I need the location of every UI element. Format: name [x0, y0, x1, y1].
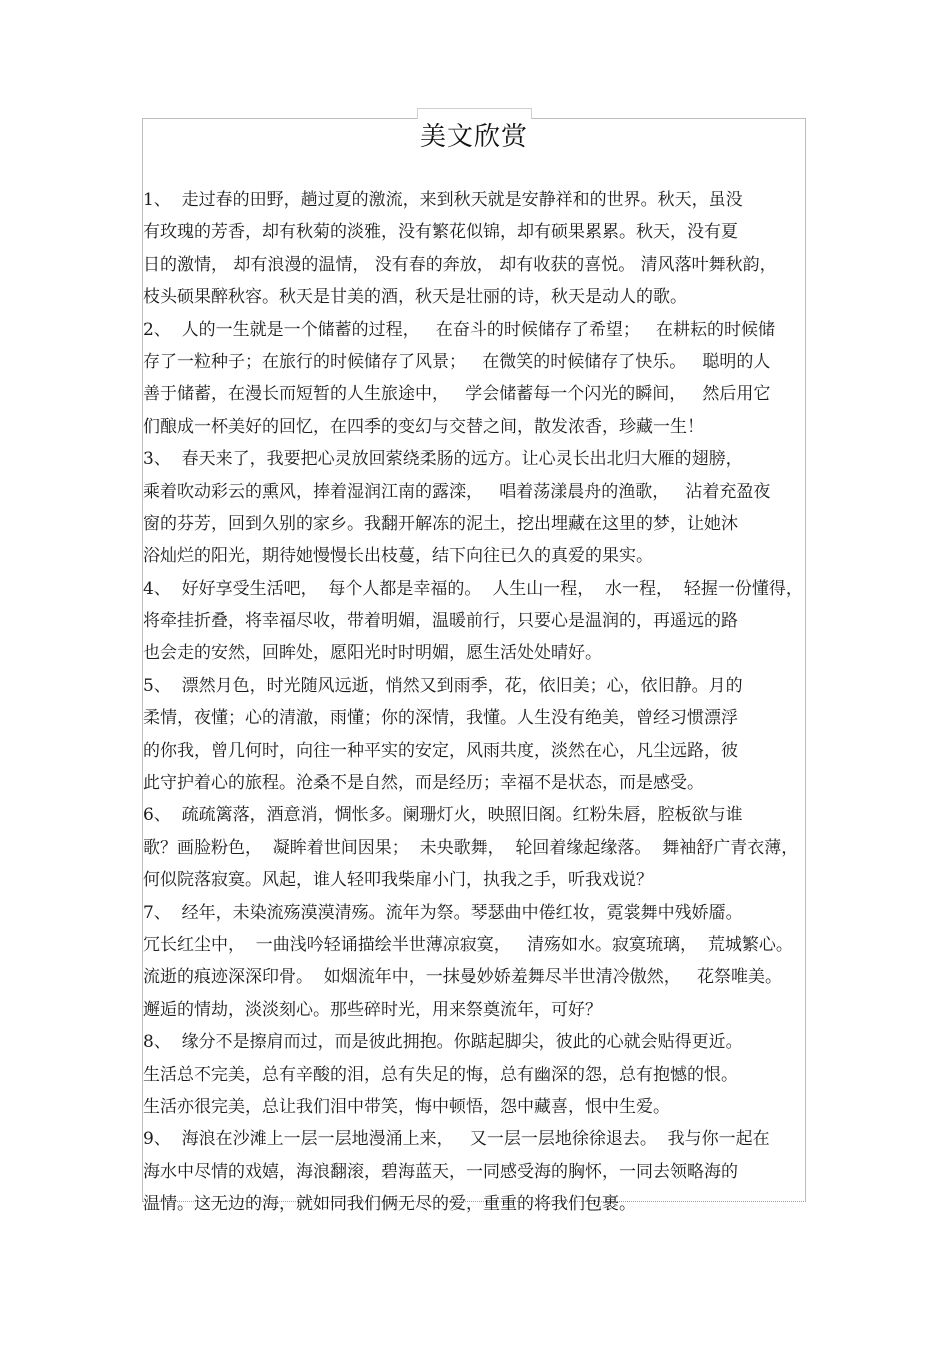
text-line: 5、 漂然月色，时光随风远逝，悄然又到雨季，花，依旧美；心，依旧静。月的	[143, 675, 743, 696]
text-line: 9、 海浪在沙滩上一层一层地漫涌上来， 又一层一层地徐徐退去。 我与你一起在	[143, 1129, 770, 1150]
text-line: 1、 走过春的田野，趟过夏的激流，来到秋天就是安静祥和的世界。秋天，虽没	[143, 190, 743, 210]
text-line: 生活总不完美，总有辛酸的泪，总有失足的悔，总有幽深的怨，总有抱憾的恨。	[143, 1064, 738, 1085]
text-line: 4、 好好享受生活吧， 每个人都是幸福的。 人生山一程， 水一程， 轻握一份懂得，	[143, 578, 803, 599]
text-line: 邂逅的情劫，淡淡刻心。那些碎时光，用来祭奠流年，可好？	[143, 999, 602, 1020]
page-title: 美文欣赏	[419, 122, 528, 152]
text-line: 们酿成一杯美好的回忆，在四季的变幻与交替之间，散发浓香，珍藏一生！	[143, 416, 704, 437]
text-line: 存了一粒种子；在旅行的时候储存了风景； 在微笑的时候储存了快乐。 聪明的人	[143, 351, 771, 372]
text-line: 8、 缘分不是擦肩而过，而是彼此拥抱。你踮起脚尖，彼此的心就会贴得更近。	[143, 1032, 743, 1053]
text-line: 歌？画脸粉色， 凝眸着世间因果； 未央歌舞， 轮回着缘起缘落。 舞袖舒广青衣薄，	[143, 837, 799, 858]
text-line: 善于储蓄，在漫长而短暂的人生旅途中， 学会储蓄每一个闪光的瞬间， 然后用它	[143, 384, 771, 405]
text-line: 3、 春天来了，我要把心灵放回萦绕柔肠的远方。让心灵长出北归大雁的翅膀，	[143, 449, 743, 470]
text-line: 2、 人的一生就是一个储蓄的过程， 在奋斗的时候储存了希望； 在耕耘的时候储	[143, 319, 776, 340]
text-line: 有玫瑰的芳香，却有秋菊的淡雅，没有繁花似锦，却有硕果累累。秋天，没有夏	[143, 222, 738, 243]
text-line: 流逝的痕迹深深印骨。 如烟流年中，一抹曼妙娇羞舞尽半世清冷傲然， 花祭唯美。	[143, 967, 783, 988]
text-line: 海水中尽情的戏嬉，海浪翻滚，碧海蓝天，一同感受海的胸怀，一同去领略海的	[143, 1161, 738, 1182]
text-line: 何似院落寂寞。风起，谁人轻叩我柴扉小门，执我之手，听我戏说？	[143, 870, 653, 891]
text-line: 此守护着心的旅程。沧桑不是自然，而是经历；幸福不是状态，而是感受。	[143, 773, 704, 794]
text-line: 7、 经年，未染流殇漠漠清殇。流年为祭。琴瑟曲中倦红妆，霓裳舞中残娇靥。	[143, 902, 743, 923]
text-line: 也会走的安然，回眸处，愿阳光时时明媚，愿生活处处晴好。	[143, 643, 602, 664]
text-line: 生活亦很完美，总让我们泪中带笑，悔中顿悟，怨中藏喜，恨中生爱。	[143, 1096, 670, 1117]
text-line: 窗的芬芳，回到久别的家乡。我翻开解冻的泥土，挖出埋藏在这里的梦，让她沐	[143, 513, 738, 534]
text-line: 冗长红尘中， 一曲浅吟轻诵描绘半世薄凉寂寞， 清殇如水。寂寞琉璃， 荒城繁心。	[143, 934, 793, 955]
text-line: 6、 疏疏篱落，酒意消，惆怅多。阑珊灯火，映照旧阁。红粉朱唇，腔板欲与谁	[143, 805, 743, 826]
text-line: 柔情，夜懂；心的清澈，雨懂；你的深情，我懂。人生没有绝美，曾经习惯漂浮	[143, 708, 738, 729]
text-line: 浴灿烂的阳光，期待她慢慢长出枝蔓，结下向往已久的真爱的果实。	[143, 546, 653, 567]
text-line: 乘着吹动彩云的熏风，捧着湿润江南的露滦， 唱着荡漾晨舟的渔歌， 沾着充盈夜	[143, 481, 771, 502]
document-body	[143, 184, 813, 1221]
text-line: 枝头硕果醉秋容。秋天是甘美的酒，秋天是壮丽的诗，秋天是动人的歌。	[143, 287, 687, 308]
text-line: 温情。这无边的海，就如同我们俩无尽的爱，重重的将我们包裹。	[143, 1194, 636, 1215]
text-line: 的你我，曾几何时，向往一种平实的安定，风雨共度，淡然在心，凡尘远路，彼	[143, 740, 738, 761]
text-line: 将牵挂折叠，将幸福尽收，带着明媚，温暖前行，只要心是温润的，再遥远的路	[143, 611, 738, 632]
text-line: 日的激情， 却有浪漫的温情， 没有春的奔放， 却有收获的喜悦。 清风落叶舞秋韵，	[143, 254, 777, 275]
